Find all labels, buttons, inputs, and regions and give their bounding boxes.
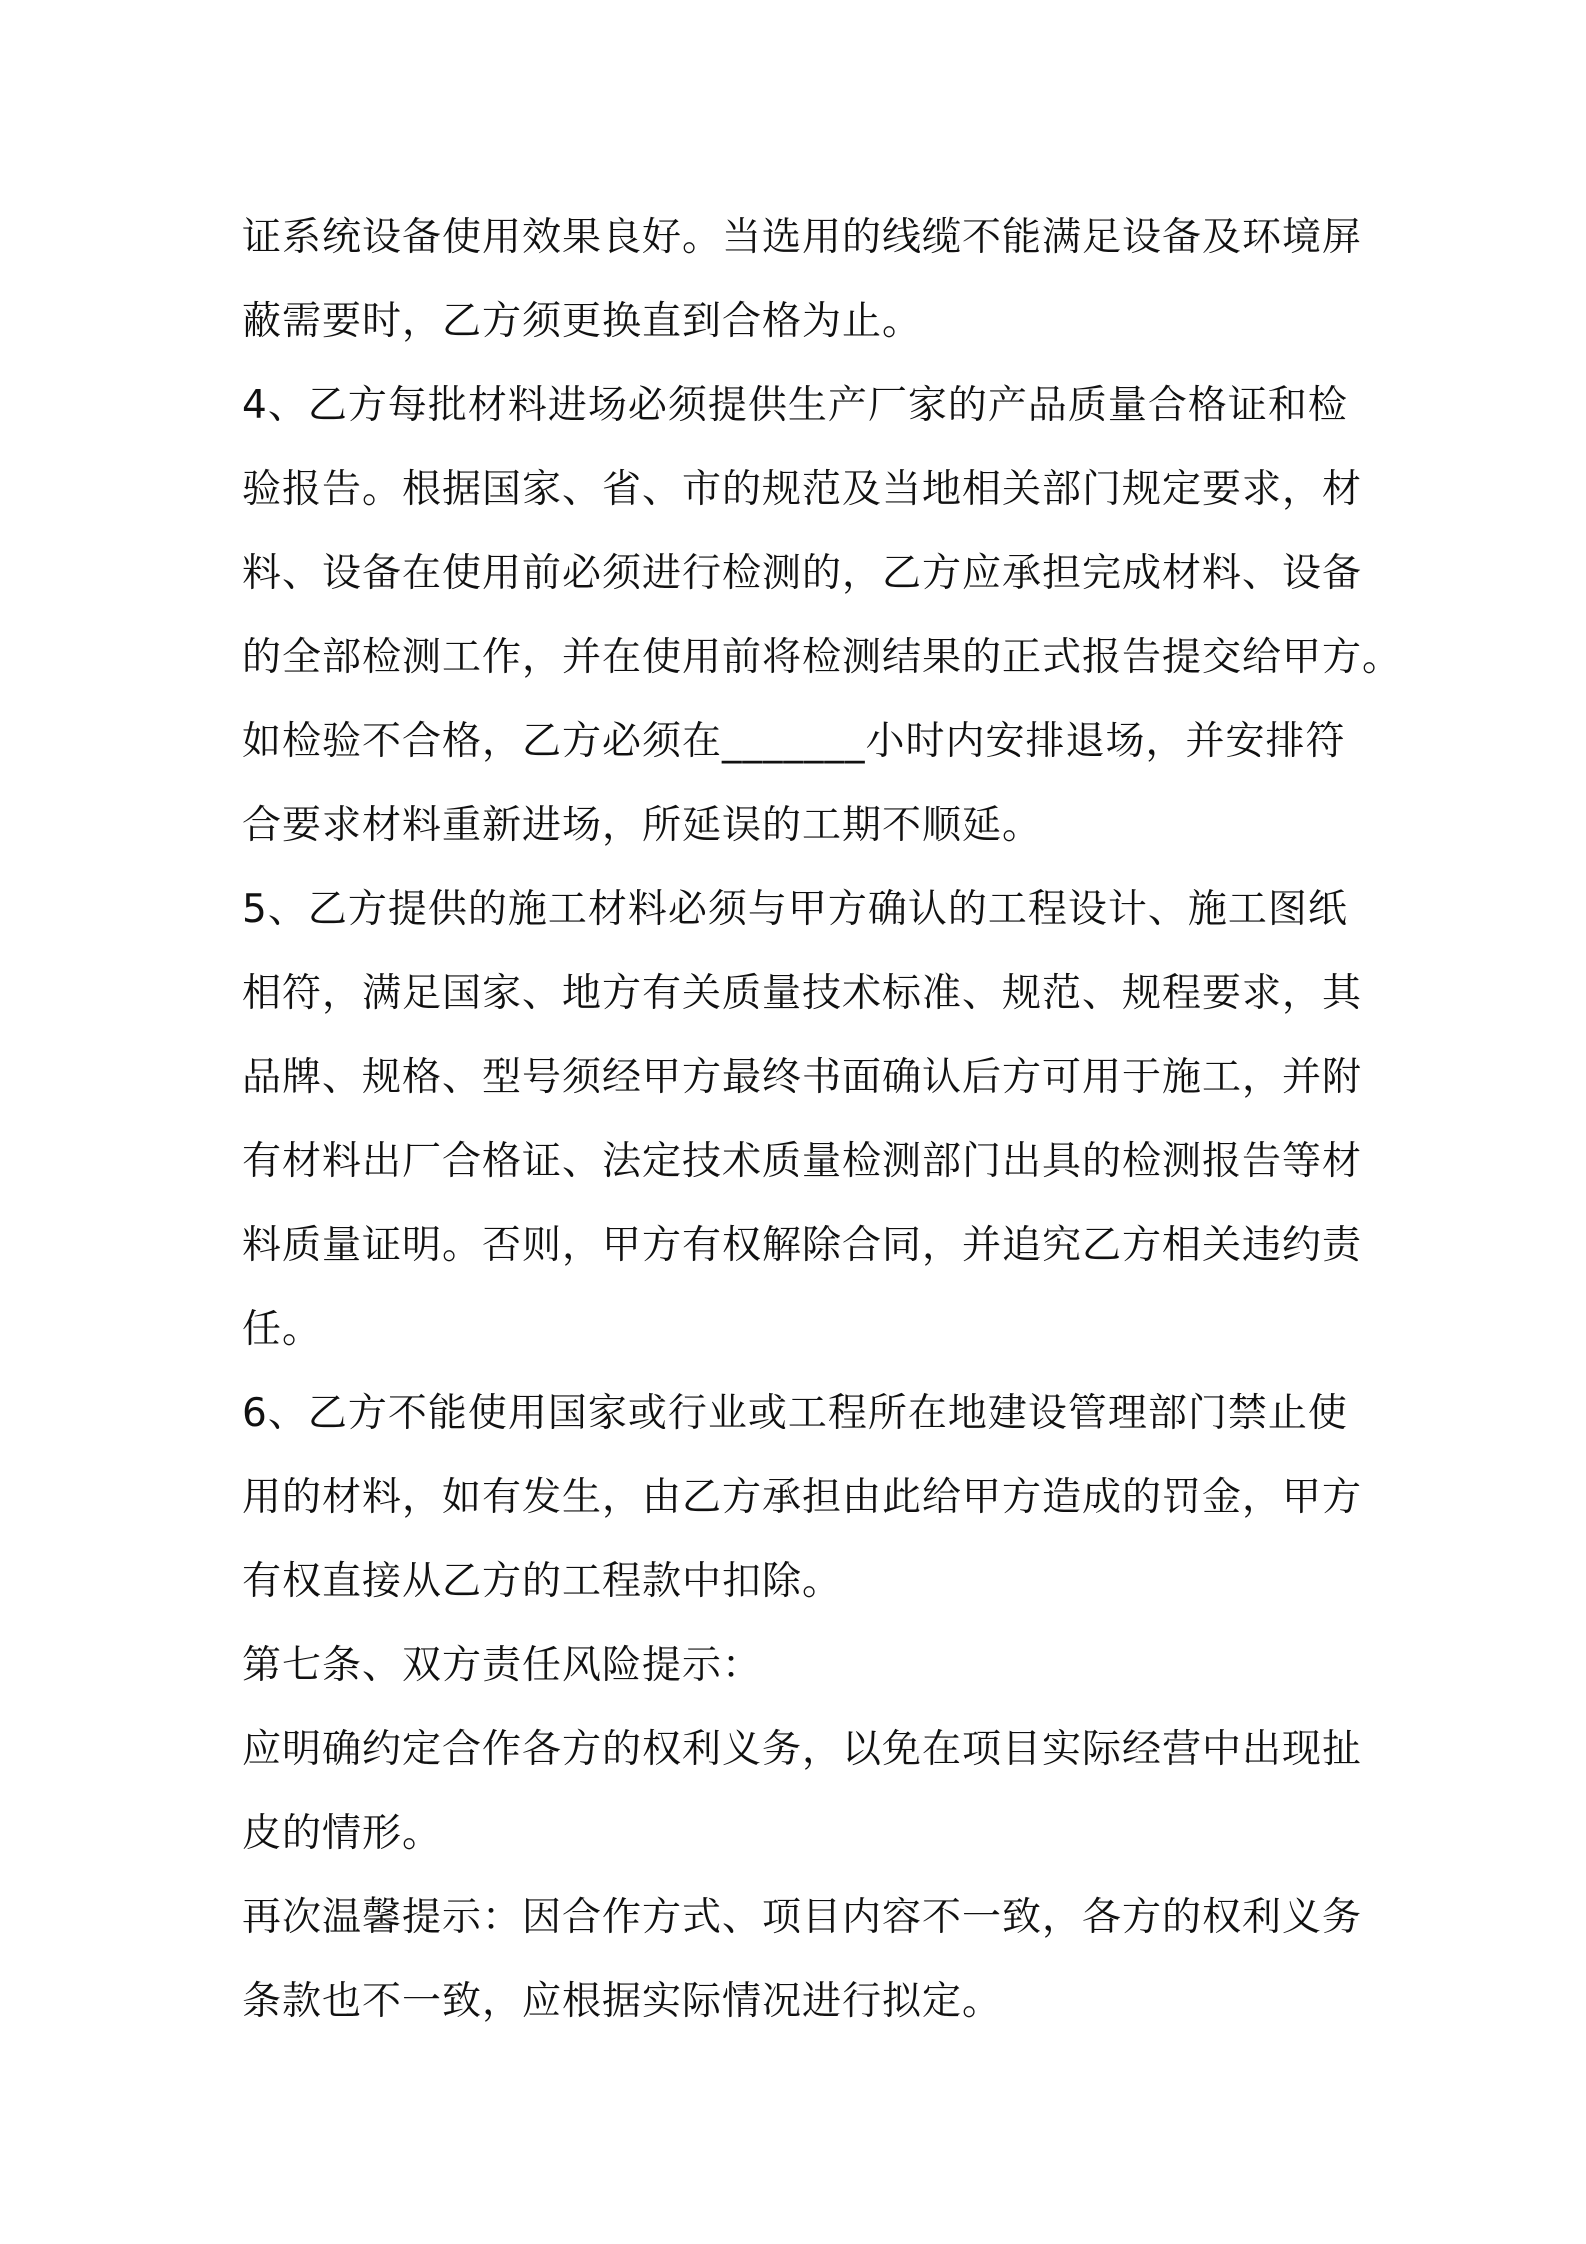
text-line: 料、设备在使用前必须进行检测的，乙方应承担完成材料、设备: [242, 551, 1363, 596]
article-7-body: [242, 1708, 1362, 1876]
text-line: 验报告。根据国家、省、市的规范及当地相关部门规定要求，材: [242, 467, 1363, 512]
text-line: 相符，满足国家、地方有关质量技术标准、规范、规程要求，其: [242, 971, 1363, 1016]
text-line: 有权直接从乙方的工程款中扣除。: [242, 1559, 843, 1604]
text-line: 蔽需要时，乙方须更换直到合格为止。: [242, 299, 923, 344]
reminder-note: [242, 1876, 1362, 2044]
clause-4: [242, 364, 1403, 868]
article-7-heading: [242, 1624, 1362, 1708]
text-line: 有材料出厂合格证、法定技术质量检测部门出具的检测报告等材: [242, 1139, 1363, 1184]
clause-6: [242, 1372, 1362, 1624]
text-line: 合要求材料重新进场，所延误的工期不顺延。: [242, 803, 1043, 848]
text-line: 6、乙方不能使用国家或行业或工程所在地建设管理部门禁止使: [242, 1391, 1348, 1436]
paragraph-continuation: [242, 196, 1362, 364]
text-line: 应明确约定合作各方的权利义务，以免在项目实际经营中出现扯: [242, 1727, 1363, 1772]
text-line: 如检验不合格，乙方必须在_______小时内安排退场，并安排符: [242, 719, 1346, 764]
text-line: 条款也不一致，应根据实际情况进行拟定。: [242, 1979, 1003, 2024]
document-page: [242, 196, 1403, 2044]
text-line: 皮的情形。: [242, 1811, 443, 1856]
text-line: 品牌、规格、型号须经甲方最终书面确认后方可用于施工，并附: [242, 1055, 1363, 1100]
heading-line: 第七条、双方责任风险提示：: [242, 1643, 763, 1688]
text-line: 的全部检测工作，并在使用前将检测结果的正式报告提交给甲方。: [242, 635, 1403, 680]
text-line: 证系统设备使用效果良好。当选用的线缆不能满足设备及环境屏: [242, 215, 1363, 260]
text-line: 用的材料，如有发生，由乙方承担由此给甲方造成的罚金，甲方: [242, 1475, 1363, 1520]
text-line: 再次温馨提示：因合作方式、项目内容不一致，各方的权利义务: [242, 1895, 1363, 1940]
text-line: 任。: [242, 1307, 323, 1352]
clause-5: [242, 868, 1362, 1372]
text-line: 5、乙方提供的施工材料必须与甲方确认的工程设计、施工图纸: [242, 887, 1348, 932]
text-line: 4、乙方每批材料进场必须提供生产厂家的产品质量合格证和检: [242, 383, 1348, 428]
text-line: 料质量证明。否则，甲方有权解除合同，并追究乙方相关违约责: [242, 1223, 1363, 1268]
